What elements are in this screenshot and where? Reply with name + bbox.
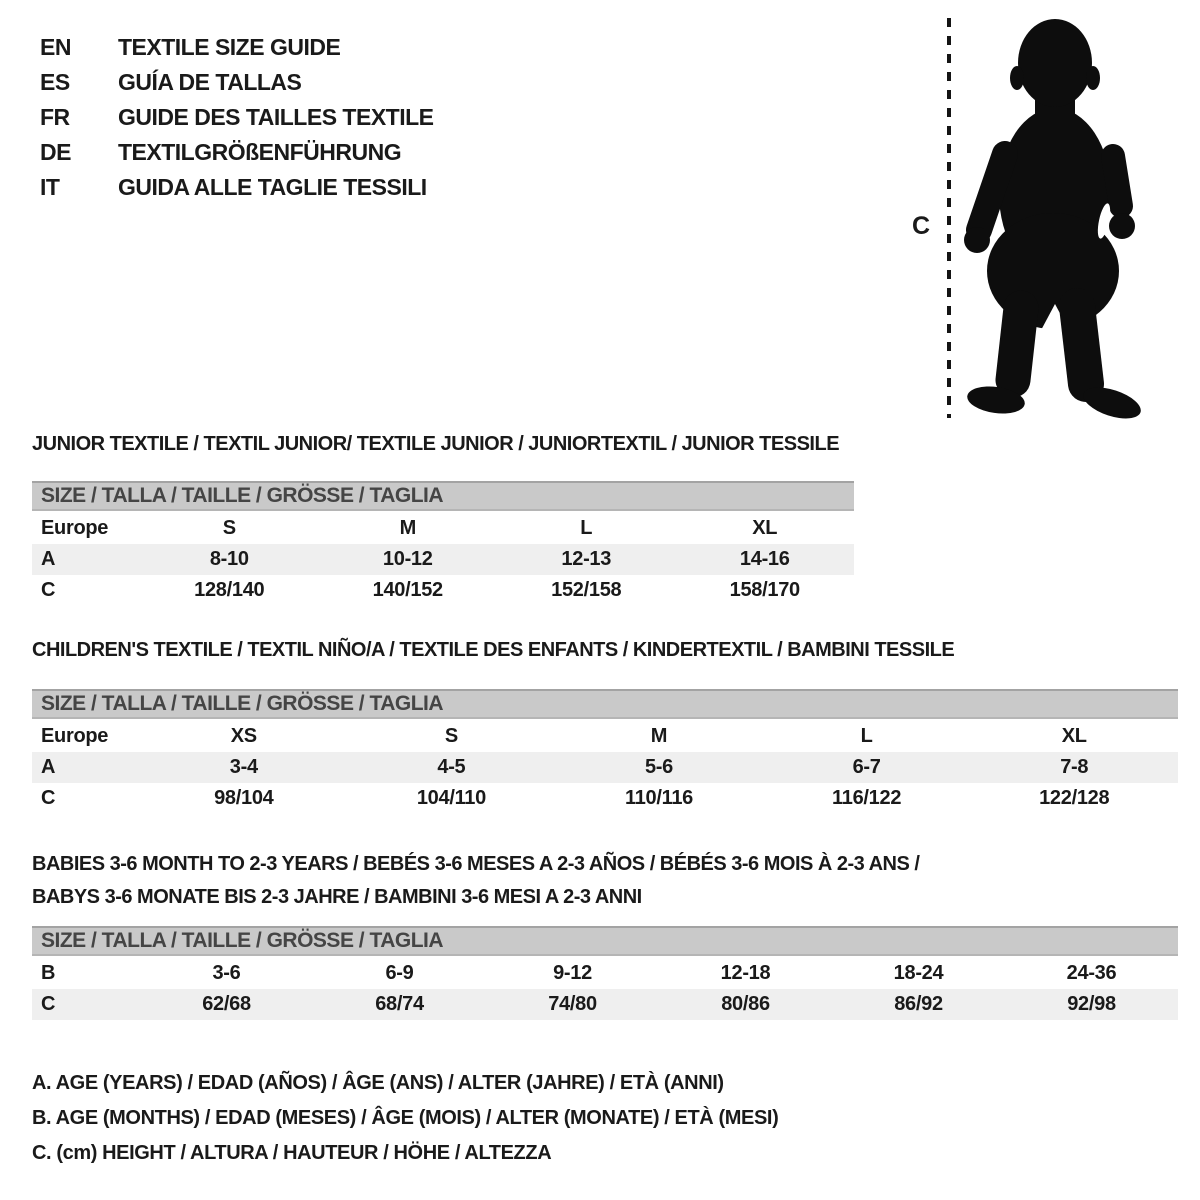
- row-label: Europe: [41, 725, 109, 747]
- section-title-junior: JUNIOR TEXTILE / TEXTIL JUNIOR/ TEXTILE JUNIOR / JUNIORTEXTIL / JUNIOR TESSILE: [32, 433, 840, 455]
- row-label: C: [41, 579, 56, 601]
- height-value: 128/140: [194, 579, 265, 601]
- size-header-text: SIZE / TALLA / TAILLE / GRÖSSE / TAGLIA: [41, 929, 444, 952]
- legend-line-b: B. AGE (MONTHS) / EDAD (MESES) / ÂGE (MOIS) / ALTER (MONATE) / ETÀ (MESI): [32, 1107, 779, 1129]
- height-value: 80/86: [721, 993, 770, 1015]
- height-value: 104/110: [416, 787, 486, 809]
- size-value: L: [580, 517, 593, 539]
- size-value: M: [399, 517, 416, 539]
- age-value: 10-12: [382, 548, 433, 570]
- months-value: 24-36: [1066, 962, 1117, 984]
- months-value: 9-12: [553, 962, 592, 984]
- language-code: FR: [40, 104, 70, 130]
- height-value: 158/170: [729, 579, 800, 601]
- language-title: TEXTILGRÖßENFÜHRUNG: [118, 139, 402, 165]
- size-table-babies: [32, 958, 1178, 1020]
- measurement-legend: [32, 1066, 778, 1171]
- section-title-babies: [32, 848, 919, 914]
- table-row-europe: [32, 721, 1178, 752]
- row-label: A: [41, 756, 56, 778]
- row-label: C: [41, 993, 56, 1015]
- size-value: S: [444, 725, 458, 747]
- table-row-height: [32, 575, 854, 606]
- size-header-bar-children: [32, 689, 1178, 719]
- size-value: XL: [752, 517, 778, 539]
- height-value: 122/128: [1039, 787, 1110, 809]
- language-row-fr: [40, 100, 434, 135]
- legend-line-c: C. (cm) HEIGHT / ALTURA / HAUTEUR / HÖHE / ALTEZZA: [32, 1142, 552, 1164]
- months-value: 18-24: [893, 962, 944, 984]
- toddler-silhouette-icon: [963, 16, 1143, 422]
- section-title-children: CHILDREN'S TEXTILE / TEXTIL NIÑO/A / TEXTILE DES ENFANTS / KINDERTEXTIL / BAMBINI TESSILE: [32, 639, 955, 661]
- height-value: 140/152: [372, 579, 443, 601]
- row-label: A: [41, 548, 56, 570]
- height-value: 110/116: [624, 787, 693, 809]
- size-header-text: SIZE / TALLA / TAILLE / GRÖSSE / TAGLIA: [41, 484, 444, 507]
- age-value: 4-5: [437, 756, 466, 778]
- height-value: 74/80: [548, 993, 597, 1015]
- size-header-text: SIZE / TALLA / TAILLE / GRÖSSE / TAGLIA: [41, 692, 444, 715]
- table-row-height: [32, 783, 1178, 814]
- legend-line-a: A. AGE (YEARS) / EDAD (AÑOS) / ÂGE (ANS) / ALTER (JAHRE) / ETÀ (ANNI): [32, 1072, 724, 1094]
- size-value: XS: [230, 725, 257, 747]
- section-title-babies-line1: BABIES 3-6 MONTH TO 2-3 YEARS / BEBÉS 3-6 MESES A 2-3 AÑOS / BÉBÉS 3-6 MOIS À 2-3 ANS /: [32, 853, 920, 875]
- language-row-es: [40, 65, 434, 100]
- age-value: 3-4: [229, 756, 258, 778]
- language-code: DE: [40, 139, 71, 165]
- size-table-junior: [32, 513, 854, 606]
- size-value: S: [222, 517, 236, 539]
- height-value: 98/104: [214, 787, 274, 809]
- row-label: B: [41, 962, 56, 984]
- size-value: M: [650, 725, 668, 747]
- size-value: L: [860, 725, 873, 747]
- height-value: 92/98: [1067, 993, 1116, 1015]
- table-row-age: [32, 752, 1178, 783]
- months-value: 3-6: [212, 962, 241, 984]
- language-title: GUÍA DE TALLAS: [118, 69, 302, 95]
- height-value: 116/122: [832, 787, 902, 809]
- age-value: 6-7: [852, 756, 881, 778]
- language-code: ES: [40, 69, 70, 95]
- size-table-children: [32, 721, 1178, 814]
- months-value: 6-9: [385, 962, 414, 984]
- row-label: Europe: [41, 517, 109, 539]
- age-value: 12-13: [561, 548, 612, 570]
- language-code: EN: [40, 34, 71, 60]
- height-value: 68/74: [375, 993, 424, 1015]
- height-value: 62/68: [202, 993, 251, 1015]
- age-value: 8-10: [209, 548, 249, 570]
- size-header-bar-junior: [32, 481, 854, 511]
- size-value: XL: [1061, 725, 1087, 747]
- months-value: 12-18: [720, 962, 771, 984]
- age-value: 7-8: [1060, 756, 1089, 778]
- language-title: GUIDA ALLE TAGLIE TESSILI: [118, 174, 427, 200]
- size-header-bar-babies: [32, 926, 1178, 956]
- height-value: 86/92: [894, 993, 943, 1015]
- table-row-height: [32, 989, 1178, 1020]
- language-row-en: [40, 30, 434, 65]
- height-dashed-line: [947, 18, 951, 418]
- age-value: 14-16: [739, 548, 790, 570]
- table-row-months: [32, 958, 1178, 989]
- table-row-age: [32, 544, 854, 575]
- language-title: GUIDE DES TAILLES TEXTILE: [118, 104, 434, 130]
- language-row-it: [40, 170, 434, 205]
- table-row-europe: [32, 513, 854, 544]
- height-measure-label: C: [912, 212, 931, 240]
- section-title-babies-line2: BABYS 3-6 MONATE BIS 2-3 JAHRE / BAMBINI 3-6 MESI A 2-3 ANNI: [32, 886, 642, 908]
- language-title: TEXTILE SIZE GUIDE: [118, 34, 341, 60]
- age-value: 5-6: [644, 756, 673, 778]
- language-row-de: [40, 135, 434, 170]
- row-label: C: [41, 787, 56, 809]
- height-value: 152/158: [551, 579, 622, 601]
- language-code: IT: [40, 174, 60, 200]
- language-title-list: [40, 30, 434, 205]
